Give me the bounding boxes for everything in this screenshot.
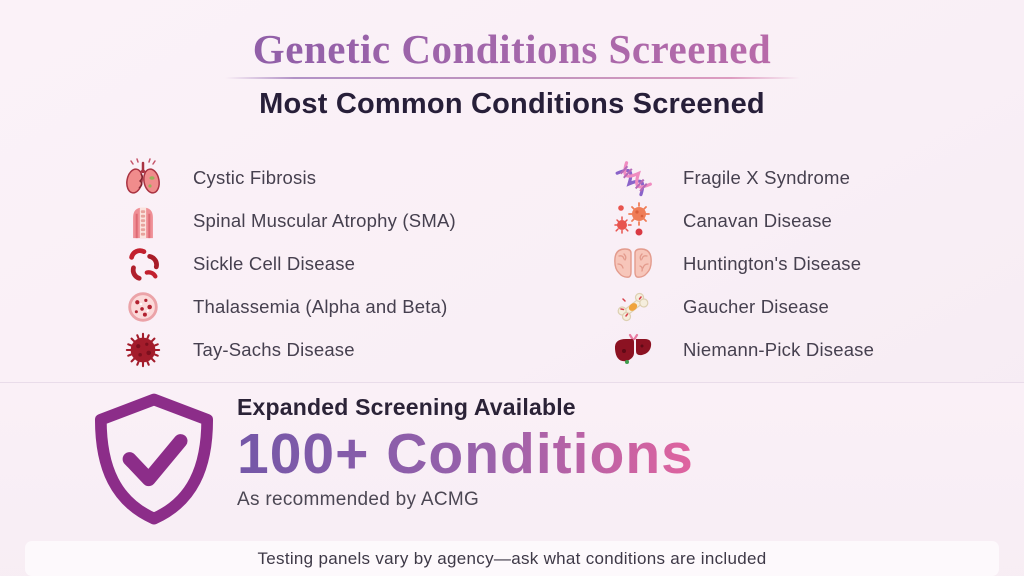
dna-icon [610, 157, 656, 199]
list-item [610, 328, 874, 371]
condition-label: Gaucher Disease [683, 295, 829, 317]
list-item [610, 242, 874, 285]
list-item [610, 199, 874, 242]
list-item [610, 156, 874, 199]
expanded-highlight: 100+ Conditions [237, 422, 694, 486]
bone-icon [610, 286, 656, 328]
title-underline [225, 77, 800, 79]
footer-banner [25, 541, 999, 576]
condition-label: Spinal Muscular Atrophy (SMA) [193, 209, 456, 231]
list-item [120, 156, 456, 199]
expanded-note: As recommended by ACMG [237, 488, 480, 510]
list-item [120, 199, 456, 242]
virus-icon [120, 329, 166, 371]
condition-label: Tay-Sachs Disease [193, 338, 355, 360]
condition-label: Huntington's Disease [683, 252, 862, 274]
conditions-column-right [610, 156, 874, 371]
list-item [120, 242, 456, 285]
condition-label: Sickle Cell Disease [193, 252, 356, 274]
list-item [610, 285, 874, 328]
list-item [120, 285, 456, 328]
shield-check-icon [90, 391, 218, 530]
condition-label: Cystic Fibrosis [193, 166, 317, 188]
list-item [120, 328, 456, 371]
expanded-text-block [237, 394, 694, 511]
infographic [0, 25, 1024, 568]
condition-label: Canavan Disease [683, 209, 833, 231]
footer-text: Testing panels vary by agency—ask what conditions are included [257, 548, 767, 568]
condition-label: Thalassemia (Alpha and Beta) [193, 295, 448, 317]
blood-cell-icon [120, 286, 166, 328]
spine-icon [120, 200, 166, 242]
conditions-column-left [120, 156, 456, 371]
page-title: Genetic Conditions Screened [0, 25, 1024, 73]
brain-icon [610, 243, 656, 285]
lungs-icon [120, 157, 166, 199]
virus-cluster-icon [610, 200, 656, 242]
page-subtitle: Most Common Conditions Screened [259, 88, 765, 120]
sickle-cells-icon [120, 243, 166, 285]
condition-label: Fragile X Syndrome [683, 166, 851, 188]
condition-label: Niemann-Pick Disease [683, 338, 875, 360]
expanded-heading: Expanded Screening Available [237, 394, 576, 420]
liver-icon [610, 329, 656, 371]
